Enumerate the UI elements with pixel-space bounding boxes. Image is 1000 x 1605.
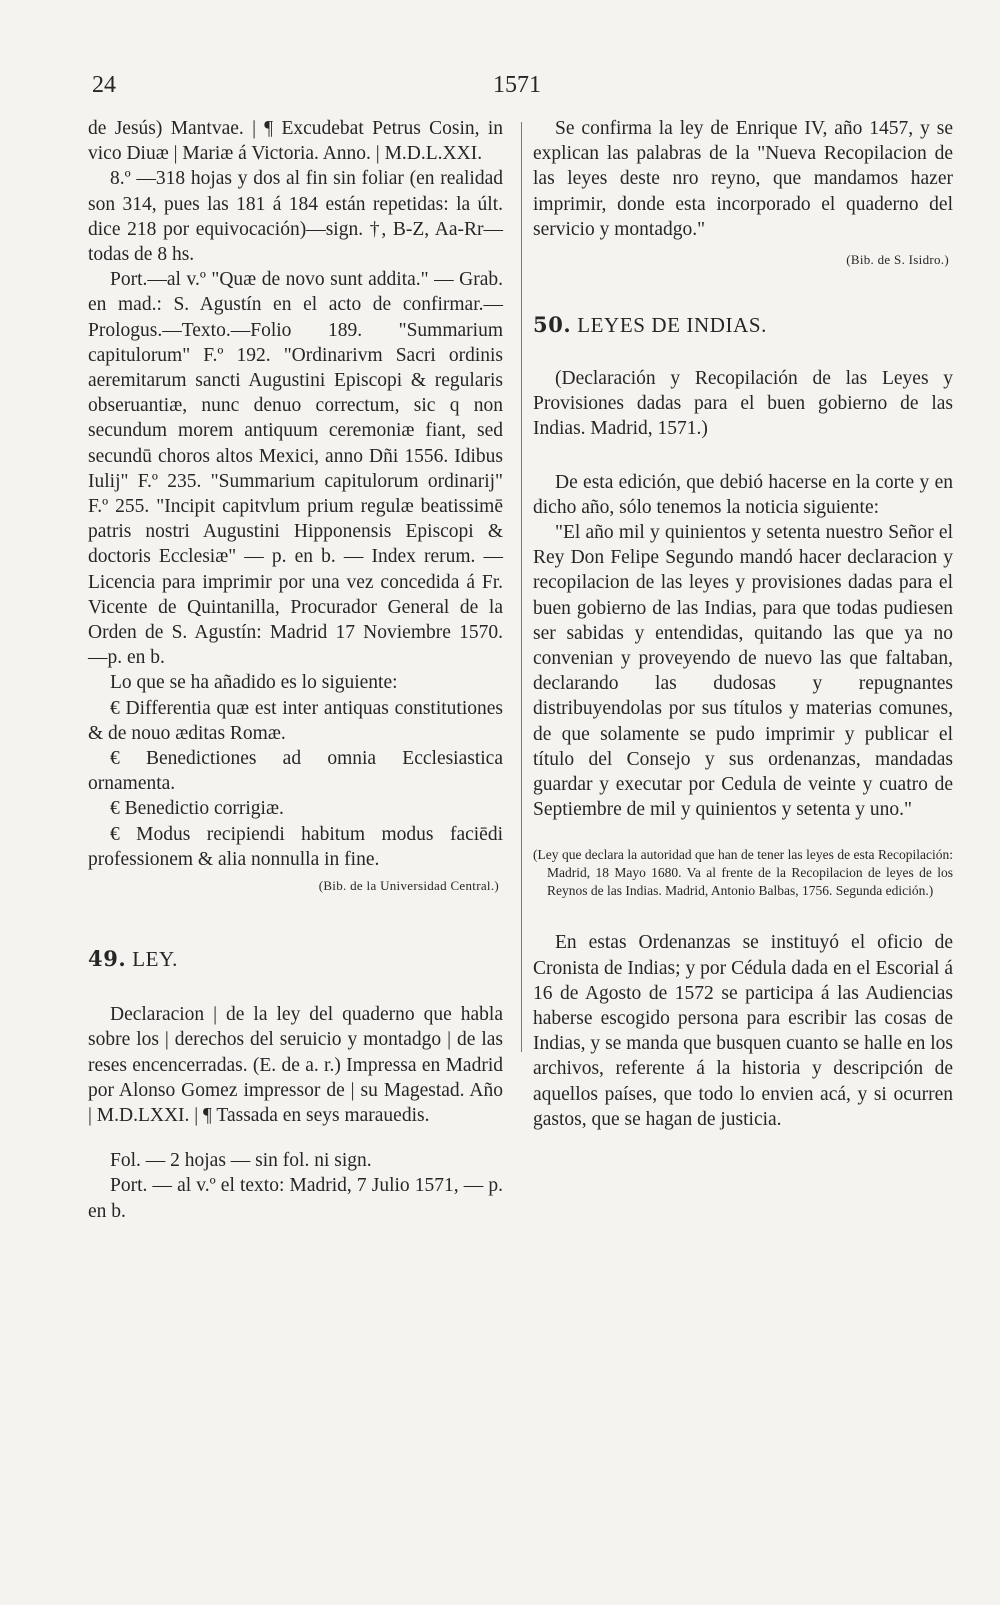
column-divider — [521, 122, 522, 1052]
entry-50-commentary: En estas Ordenanzas se instituyó el oficio de Cronista de Indias; y por Cédula dada en el Escorial á 16 de Agosto de 1572 se participa á las Audiencias haberse escogido persona para escribir las cosas de Indias, y se manda que busquen cuanto se halle en los archivos, referente á la historia y descripción de aquellos países, que todo lo envien acá, y si ocurren gastos, que se hagan de justicia. — [533, 932, 953, 1130]
entry-48-contents: Port.—al v.º "Quæ de novo sunt addita." — Grab. en mad.: S. Agustín en el acto de confirmar.—Prologus.—Texto.—Folio 189. "Summarium capitulorum" F.º 192. "Ordinarivm Sacri ordinis aeremitarum sancti Augustini Episcopi & regularis obseruantiæ, nunc denuo correctum, sic q non secundum morem antiquum ceremoniæ fiant, sed secundū choros altos Mexici, anno Dñi 1556. Idibus Iulij" F.º 235. "Summarium capitulorum ordinarij" F.º 255. "Incipit capitvlum prium regulæ beatissimē patris nostri Augustini Hipponensis Episcopi & doctoris Ecclesiæ" — p. en b. — Index rerum. — Licencia para imprimir por una vez concedida á Fr. Vicente de Quintanilla, Procurador General de la Orden de S. Agustín: Madrid 17 Noviembre 1570. —p. en b. — [88, 269, 503, 669]
running-head-year: 1571 — [493, 72, 541, 98]
entry-48-collation: 8.º —318 hojas y dos al fin sin foliar (en realidad son 314, pues las 181 á 184 están repetidas: la últ. dice 218 por equivocación)—sign. †, B-Z, Aa-Rr—todas de 8 hs. — [88, 168, 503, 266]
entry-50-heading — [533, 312, 953, 338]
entry-50-note-intro: De esta edición, que debió hacerse en la corte y en dicho año, sólo tenemos la noticia siguiente: — [533, 471, 953, 518]
entry-49-heading — [88, 946, 503, 972]
entry-50-title: LEYES DE INDIAS. — [577, 313, 768, 338]
entry-48-addition-item: € Benedictiones ad omnia Ecclesiastica ornamenta. — [88, 748, 503, 795]
entry-50-quotation: "El año mil y quinientos y setenta nuestro Señor el Rey Don Felipe Segundo mandó hacer declaracion y recopilacion de las leyes y provisiones dadas para el buen gobierno de las Indias, para que todas pudiesen ser sabidas y entendidas, quitando las que ya no convenian y proveyendo de nuevo las que faltaban, declarando las dudosas y repugnantes distribuyendolas por sus títulos y materias comunes, de que solamente se pudo imprimir y publicar el título del Consejo y sus ordenanzas, mandadas guardar y executar por Cedula de veinte y cuatro de Septiembre de mil y quinientos y setenta y uno." — [533, 522, 953, 821]
entry-48-library-citation: (Bib. de la Universidad Central.) — [318, 878, 499, 894]
entry-49-contents: Port. — al v.º el texto: Madrid, 7 Julio 1571, — p. en b. — [88, 1175, 503, 1222]
entry-48-addition-item: € Benedictio corrigiæ. — [110, 798, 284, 820]
entry-48-addition-item: € Differentia quæ est inter antiquas constitutiones & de nouo æditas Romæ. — [88, 697, 503, 744]
entry-50-number: 50. — [533, 312, 572, 338]
entry-49-title: LEY. — [132, 947, 178, 972]
entry-50-title-description: (Declaración y Recopilación de las Leyes y Provisiones dadas para el buen gobierno de las Indias. Madrid, 1571.) — [533, 368, 953, 440]
entry-49-library-citation: (Bib. de S. Isidro.) — [846, 252, 949, 268]
page-number: 24 — [92, 72, 116, 98]
entry-49-description: Se confirma la ley de Enrique IV, año 1457, y se explican las palabras de la "Nueva Recopilacion de las leyes deste nro reyno, que mandamos hazer imprimir, donde esta incorporado el quaderno del servicio y montadgo." — [533, 118, 953, 240]
entry-48-additions-intro: Lo que se ha añadido es lo siguiente: — [110, 672, 398, 694]
entry-49-number: 49. — [88, 946, 127, 972]
entry-48-addition-item: € Modus recipiendi habitum modus faciēdi professionem & alia nonnulla in fine. — [88, 823, 503, 870]
entry-49-title-transcription: Declaracion | de la ley del quaderno que habla sobre los | derechos del seruicio y montadgo | de las reses encencerradas. (E. de a. r.) Impressa en Madrid por Alonso Gomez impressor de | su Magestad. Año | M.D.LXXI. | ¶ Tassada en seys marauedis. — [88, 1004, 503, 1126]
right-column — [533, 116, 953, 1132]
entry-49-collation: Fol. — 2 hojas — sin fol. ni sign. — [110, 1150, 372, 1172]
entry-48-imprint: de Jesús) Mantvae. | ¶ Excudebat Petrus Cosin, in vico Diuæ | Mariæ á Victoria. Anno. | M.D.L.XXI. — [88, 118, 503, 165]
entry-50-footnote: (Ley que declara la autoridad que han de tener las leyes de esta Recopilación: Madrid, 18 Mayo 1680. Va al frente de la Recopilacion de leyes de los Reynos de las Indias. Madrid, Antonio Balbas, 1756. Segunda edición.) — [533, 847, 953, 899]
left-column — [88, 116, 503, 1224]
